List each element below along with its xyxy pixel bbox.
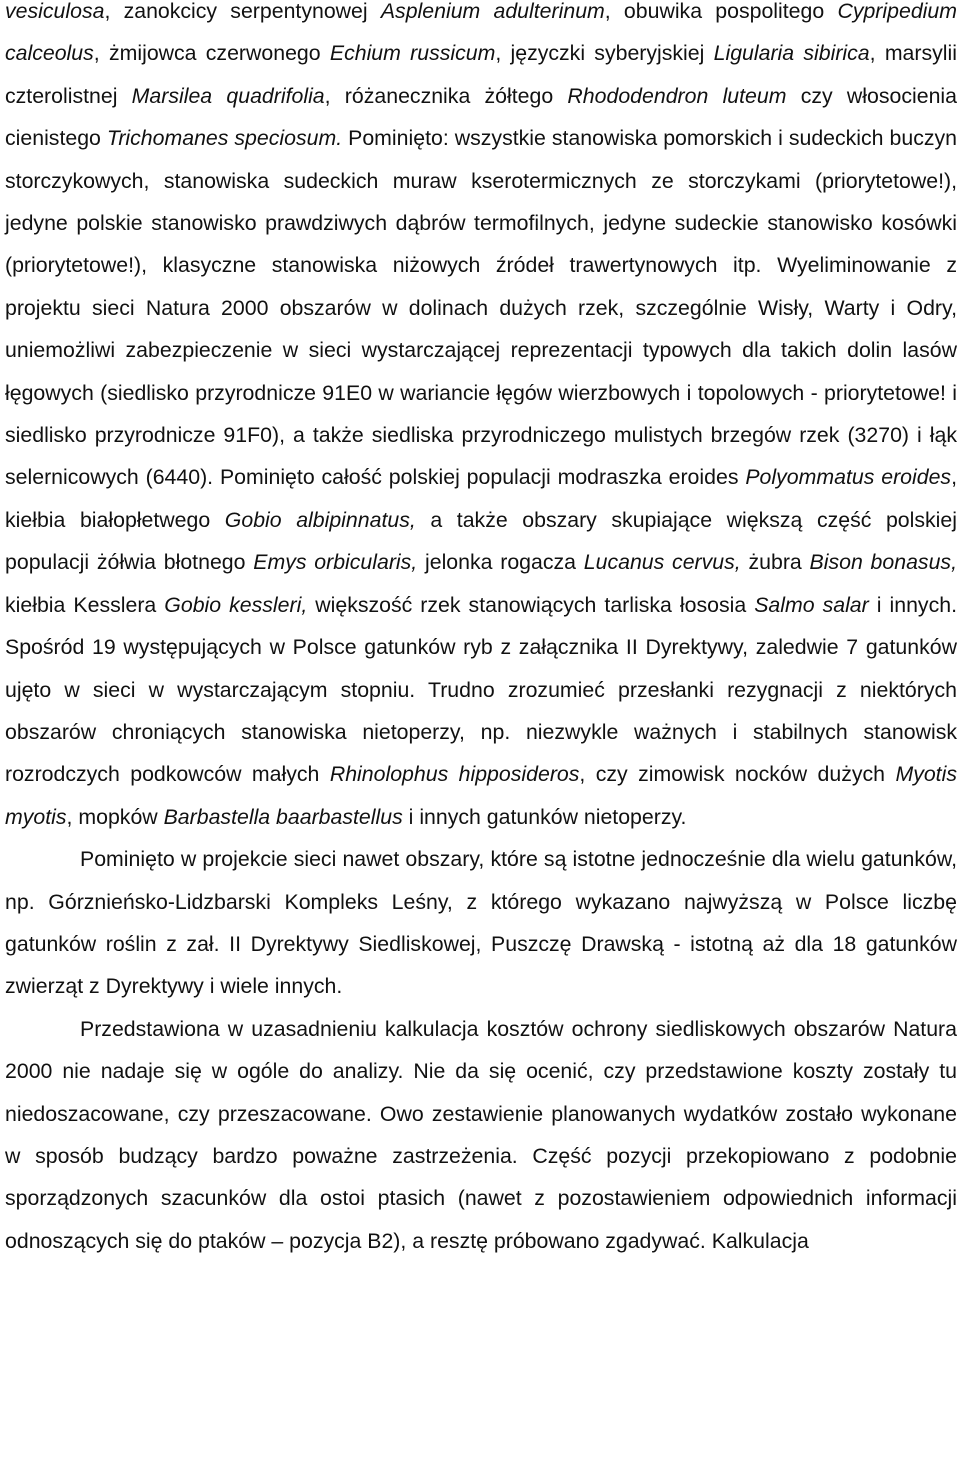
italic-text-segment: Marsilea quadrifolia	[131, 83, 325, 108]
text-segment: , marsylii czterolistnej	[5, 41, 957, 108]
italic-text-segment: Gobio albipinnatus,	[224, 507, 416, 532]
italic-text-segment: Trichomanes speciosum.	[106, 126, 343, 151]
text-segment: kiełbia Kesslera	[5, 592, 165, 617]
italic-text-segment: Rhododendron luteum	[567, 83, 787, 108]
text-segment: , zanokcicy serpentynowej	[104, 0, 381, 23]
text-segment: Przedstawiona w uzasadnieniu kalkulacja kosztów ochrony siedliskowych obszarów Natura 2000 nie nadaje się w ogóle do analizy. Nie da się ocenić, czy przedstawione koszty zostały tu niedoszacowane, czy przeszacowane. Owo zestawienie planowanych wydatków zostało wykonane w sposób budzący bardzo poważne zastrzeżenia. Część pozycji przekopiowano z podobnie sporządzonych szacunków dla ostoi ptasich (nawet z pozostawieniem odpowiednich informacji odnoszących się do ptaków – pozycja B2), a resztę próbowano zgadywać. Kalkulacja	[5, 1016, 957, 1253]
italic-text-segment: Polyommatus eroides	[745, 465, 952, 490]
italic-text-segment: Lucanus cervus,	[583, 550, 741, 575]
paragraph-2	[5, 838, 957, 1008]
document-page	[5, 0, 957, 1262]
text-segment: , mopków	[66, 804, 164, 829]
text-segment: , różanecznika żółtego	[324, 83, 568, 108]
italic-text-segment: Cypripedium calceolus	[5, 0, 957, 66]
text-segment: czy włosocienia cienistego	[5, 83, 957, 151]
italic-text-segment: Gobio kessleri,	[164, 592, 308, 617]
text-segment: jelonka rogacza	[417, 550, 584, 575]
italic-text-segment: Myotis myotis	[5, 762, 957, 829]
italic-text-segment: Barbastella baarbastellus	[163, 804, 403, 829]
text-segment: , języczki syberyjskiej	[495, 41, 714, 66]
italic-text-segment: Rhinolophus hipposideros	[329, 762, 580, 787]
text-segment: żubra	[740, 550, 810, 575]
italic-text-segment: vesiculosa	[5, 0, 105, 23]
text-segment: , czy zimowisk nocków dużych	[579, 762, 896, 787]
text-segment: i innych. Spośród 19 występujących w Polsce gatunków ryb z załącznika II Dyrektywy, zaledwie 7 gatunków ujęto w sieci w wystarczającym stopniu. Trudno zrozumieć przesłanki rezygnacji z niektórych obszarów chroniących stanowiska nietoperzy, np. niezwykle ważnych i stabilnych stanowisk rozrodczych podkowców małych	[5, 592, 957, 787]
text-segment: Pominięto: wszystkie stanowiska pomorskich i sudeckich buczyn storczykowych, stanowiska sudeckich muraw kserotermicznych ze storczykami (priorytetowe!), jedyne polskie stanowisko prawdziwych dąbrów termofilnych, jedyne sudeckie stanowisko kosówki (priorytetowe!), klasyczne stanowiska niżowych źródeł trawertynowych itp. Wyeliminowanie z projektu sieci Natura 2000 obszarów w dolinach dużych rzek, szczególnie Wisły, Warty i Odry, uniemożliwi zabezpieczenie w sieci wystarczającej reprezentacji typowych dla takich dolin lasów łęgowych (siedlisko przyrodnicze 91E0 w wariancie łęgów wierzbowych i topolowych - priorytetowe! i siedlisko przyrodnicze 91F0), a także siedliska przyrodniczego mulistych brzegów rzek (3270) i łąk selernicowych (6440). Pominięto całość polskiej populacji modraszka eroides	[5, 126, 958, 490]
text-segment: , kiełbia białopłetwego	[5, 465, 957, 532]
italic-text-segment: Bison bonasus,	[809, 550, 957, 575]
text-segment: , żmijowca czerwonego	[93, 41, 330, 66]
italic-text-segment: Ligularia sibirica	[713, 41, 870, 66]
text-segment: a także obszary skupiające większą część polskiej populacji żółwia błotnego	[5, 507, 957, 575]
paragraph-3	[5, 1008, 957, 1262]
italic-text-segment: Echium russicum	[329, 41, 496, 66]
italic-text-segment: Asplenium adulterinum	[380, 0, 605, 23]
paragraph-1	[5, 0, 957, 838]
text-segment: , obuwika pospolitego	[604, 0, 838, 23]
text-segment: i innych gatunków nietoperzy.	[402, 804, 687, 829]
italic-text-segment: Emys orbicularis,	[253, 550, 418, 575]
text-segment: Pominięto w projekcie sieci nawet obszary, które są istotne jednocześnie dla wielu gatunków, np. Górznieńsko-Lidzbarski Kompleks Leśny, z którego wykazano najwyższą w Polsce liczbę gatunków roślin z zał. II Dyrektywy Siedliskowej, Puszczę Drawską - istotną aż dla 18 gatunków zwierząt z Dyrektywy i wiele innych.	[5, 847, 957, 999]
text-segment: większość rzek stanowiących tarliska łososia	[307, 592, 755, 617]
italic-text-segment: Salmo salar	[754, 592, 869, 617]
